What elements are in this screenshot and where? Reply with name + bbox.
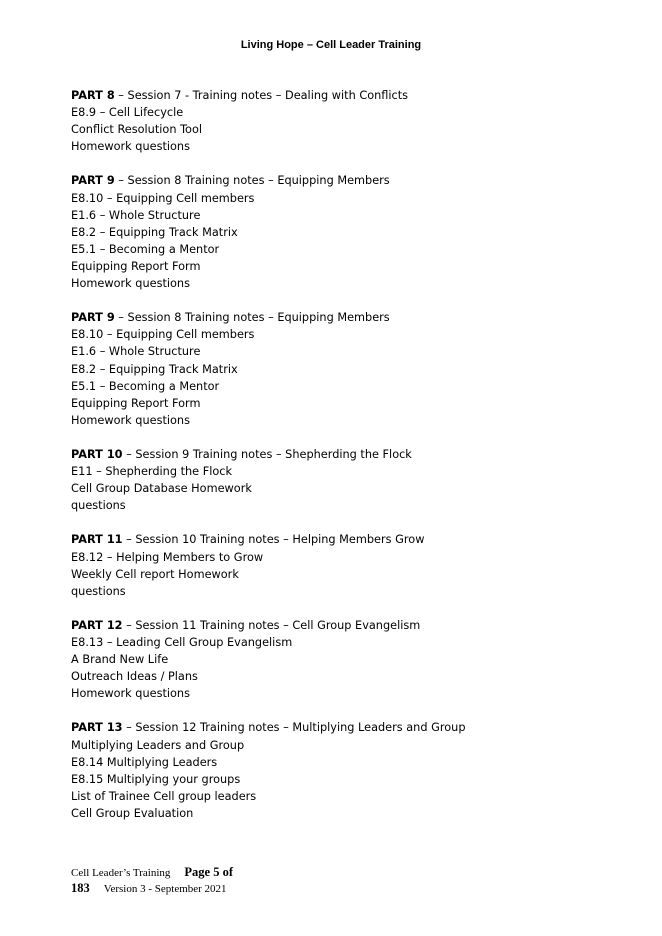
section-heading <box>71 172 631 189</box>
part-label: PART 13 <box>71 721 123 735</box>
list-item: Homework questions <box>71 687 190 701</box>
part-label: PART 9 <box>71 174 115 188</box>
footer-version: Version 3 - September 2021 <box>103 883 227 895</box>
list-item: E8.2 – Equipping Track Matrix <box>71 362 238 376</box>
footer-page-total: 183 <box>71 881 90 895</box>
session-title: – Session 8 Training notes – Equipping Members <box>114 174 390 188</box>
section-heading <box>71 309 631 326</box>
part-label: PART 11 <box>71 533 123 547</box>
list-item: Homework questions <box>71 413 190 427</box>
part-label: PART 10 <box>71 447 123 461</box>
toc-section <box>71 531 631 599</box>
session-title: – Session 7 - Training notes – Dealing with Conflicts <box>114 89 409 102</box>
toc-section <box>71 719 631 822</box>
session-title: – Session 12 Training notes – Multiplying Leaders and Group <box>122 721 466 735</box>
session-title: – Session 10 Training notes – Helping Members Grow <box>122 533 425 547</box>
session-title: – Session 11 Training notes – Cell Group Evangelism <box>122 618 421 632</box>
session-title: – Session 9 Training notes – Shepherding the Flock <box>122 447 412 461</box>
list-item: A Brand New Life <box>71 653 169 667</box>
section-heading <box>71 719 631 736</box>
list-item: E1.6 – Whole Structure <box>71 345 201 359</box>
list-item: E8.10 – Equipping Cell members <box>71 328 255 342</box>
list-item: E8.14 Multiplying Leaders <box>71 755 218 769</box>
list-item: Cell Group Database Homework <box>71 482 252 496</box>
list-item: Equipping Report Form <box>71 396 201 410</box>
list-item: Cell Group Evaluation <box>71 806 194 820</box>
toc-section <box>71 309 631 429</box>
toc-section <box>71 172 631 292</box>
part-label: PART 9 <box>71 311 115 325</box>
list-item: questions <box>71 499 126 513</box>
list-item: Weekly Cell report Homework <box>71 567 239 581</box>
toc-section <box>71 446 631 514</box>
page-footer <box>71 865 233 897</box>
footer-page-label: Page 5 of <box>184 865 234 879</box>
part-label: PART 8 <box>71 89 115 102</box>
list-item: Multiplying Leaders and Group <box>71 738 245 752</box>
section-heading <box>71 617 631 634</box>
part-label: PART 12 <box>71 618 123 632</box>
section-heading <box>71 87 631 104</box>
section-heading <box>71 446 631 463</box>
list-item: E8.9 – Cell Lifecycle <box>71 106 184 120</box>
list-item: Homework questions <box>71 277 190 291</box>
page-header: Living Hope – Cell Leader Training <box>240 39 422 51</box>
toc-section <box>71 617 631 702</box>
list-item: E1.6 – Whole Structure <box>71 208 201 222</box>
list-item: Outreach Ideas / Plans <box>71 670 198 684</box>
list-item: List of Trainee Cell group leaders <box>71 789 257 803</box>
list-item: E5.1 – Becoming a Mentor <box>71 242 220 256</box>
list-item: E8.12 – Helping Members to Grow <box>71 550 264 564</box>
list-item: questions <box>71 584 126 598</box>
list-item: E8.13 – Leading Cell Group Evangelism <box>71 636 293 649</box>
list-item: E8.15 Multiplying your groups <box>71 772 241 786</box>
list-item: Homework questions <box>71 140 190 154</box>
list-item: E8.2 – Equipping Track Matrix <box>71 225 238 239</box>
toc-section <box>71 87 631 155</box>
list-item: Conflict Resolution Tool <box>71 123 203 137</box>
session-title: – Session 8 Training notes – Equipping Members <box>114 311 390 325</box>
document-body <box>71 87 631 839</box>
footer-doc-name: Cell Leader’s Training <box>71 867 171 879</box>
list-item: Equipping Report Form <box>71 259 201 273</box>
section-heading <box>71 531 631 548</box>
list-item: E5.1 – Becoming a Mentor <box>71 379 220 393</box>
list-item: E8.10 – Equipping Cell members <box>71 191 255 205</box>
list-item: E11 – Shepherding the Flock <box>71 465 233 479</box>
